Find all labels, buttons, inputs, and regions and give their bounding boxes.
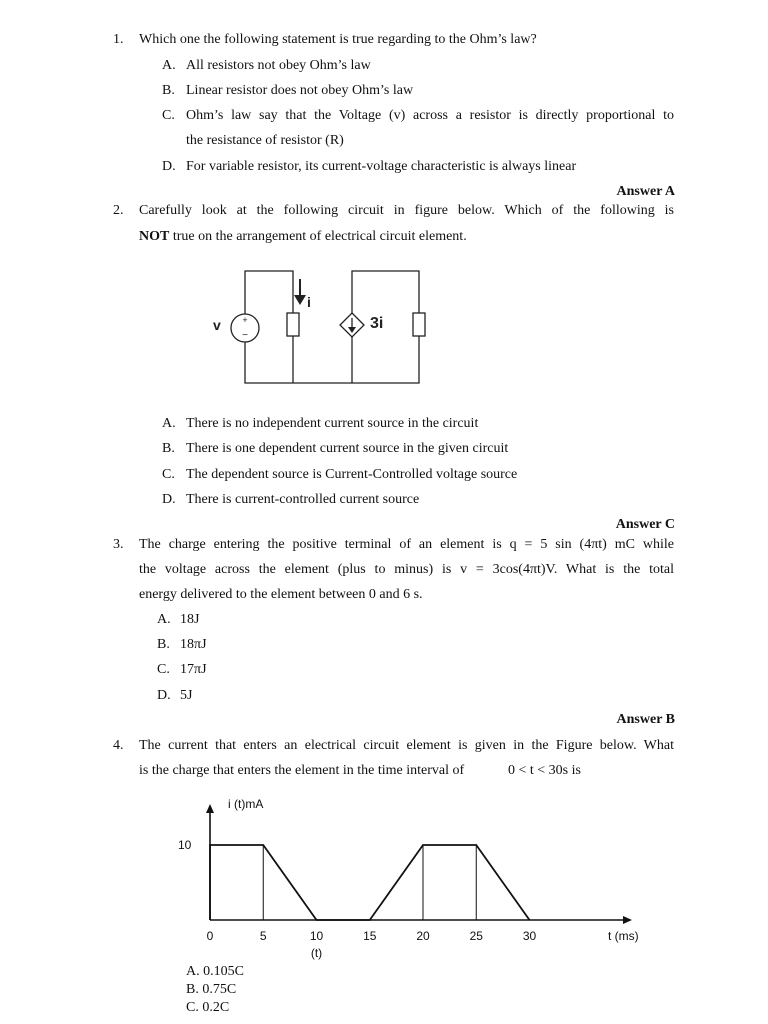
x-tick-label: 25 [469,929,483,943]
q4-option-c-letter: C. [186,1000,199,1015]
q3-option-c: 17πJ [180,662,207,677]
y-axis-arrow-icon [206,804,214,813]
q2-option-b: There is one dependent current source in the given circuit [186,441,509,456]
x-tick-label: 5 [259,929,267,943]
x-tick-label: 10 [309,929,324,943]
q3-answer: Answer B [616,712,675,727]
x-tick-label: 0 [206,929,214,943]
q3-option-a-letter: A. [157,612,171,627]
q1-option-d: For variable resistor, its current-voltage characteristic is always linear [186,159,577,174]
q3-line3: energy delivered to the element between 0 and 6 s. [139,587,423,602]
q4-option-c [186,1000,229,1016]
q3-line1: The charge entering the positive terminal of an element is q = 5 sin (4πt) mC while [139,537,674,552]
q2-option-d: There is current-controlled current source [186,492,420,507]
x-tick-label: 30 [522,929,537,943]
q4-option-a [186,964,244,980]
q2-option-d-letter: D. [162,492,176,507]
svg-text:+: + [242,315,248,325]
q4-option-a-letter: A. [186,964,200,979]
resistor-2-icon [413,313,425,336]
x-tick-label: 15 [363,929,377,943]
q2-line2 [139,229,467,245]
current-chart [160,792,660,972]
q1-number: 1. [113,32,124,47]
q4-number: 4. [113,738,124,753]
q4-option-c-text: 0.2C [202,1000,230,1015]
q2-option-b-letter: B. [162,441,175,456]
current-series-line [210,845,530,920]
label-v: v [213,317,221,333]
q2-not-emphasis: NOT [139,229,170,244]
q2-number: 2. [113,203,124,218]
q1-option-c: Ohm’s law say that the Voltage (v) across a resistor is directly proportional to [186,108,674,123]
q1-answer: Answer A [616,184,675,199]
q4-option-b [186,982,236,998]
q3-option-b: 18πJ [180,637,207,652]
q2-line1: Carefully look at the following circuit in figure below. Which of the following is [139,203,674,218]
q1-option-c-letter: C. [162,108,175,123]
q3-line2: the voltage across the element (plus to minus) is v = 3cos(4πt)V. What is the total [139,562,674,577]
q1-option-b-letter: B. [162,83,175,98]
wire-bottom [245,323,419,383]
resistor-1-icon [287,313,299,336]
q1-option-a: All resistors not obey Ohm’s law [186,58,371,73]
q2-option-a: There is no independent current source in the circuit [186,416,479,431]
q2-option-c-letter: C. [162,467,175,482]
q4-interval: 0 < t < 30s is [508,763,581,778]
x-tick-sub-label: (t) [310,946,323,960]
q4-line2: is the charge that enters the element in the time interval of [139,763,465,778]
q3-number: 3. [113,537,124,552]
q3-option-c-letter: C. [157,662,170,677]
q3-option-d-letter: D. [157,688,171,703]
svg-text:−: − [242,330,248,341]
q1-option-c-line2: the resistance of resistor (R) [186,133,344,148]
q4-option-b-text: 0.75C [202,982,237,997]
q2-line2-rest: true on the arrangement of electrical circuit element. [169,229,467,244]
y-tick-label: 10 [178,838,192,852]
x-axis-label: t (ms) [608,929,639,943]
q4-option-a-text: 0.105C [203,964,244,979]
q2-option-c: The dependent source is Current-Controlled voltage source [186,467,518,482]
x-tick-label: 20 [416,929,430,943]
q3-option-a: 18J [180,612,200,627]
label-i: i [307,294,311,310]
q1-option-a-letter: A. [162,58,176,73]
q1-text: Which one the following statement is true regarding to the Ohm’s law? [139,32,537,47]
circuit-diagram [200,262,440,392]
q2-answer: Answer C [615,517,675,532]
q1-option-b: Linear resistor does not obey Ohm’s law [186,83,414,98]
q3-option-b-letter: B. [157,637,170,652]
x-axis-arrow-icon [623,916,632,924]
q2-option-a-letter: A. [162,416,176,431]
y-axis-label: i (t)mA [228,797,264,811]
label-3i: 3i [370,315,384,332]
q4-line1: The current that enters an electrical circuit element is given in the Figure below. What [139,738,674,753]
q4-option-b-letter: B. [186,982,199,997]
wire-right-top [352,271,419,313]
q3-option-d: 5J [180,688,193,703]
q1-option-d-letter: D. [162,159,176,174]
